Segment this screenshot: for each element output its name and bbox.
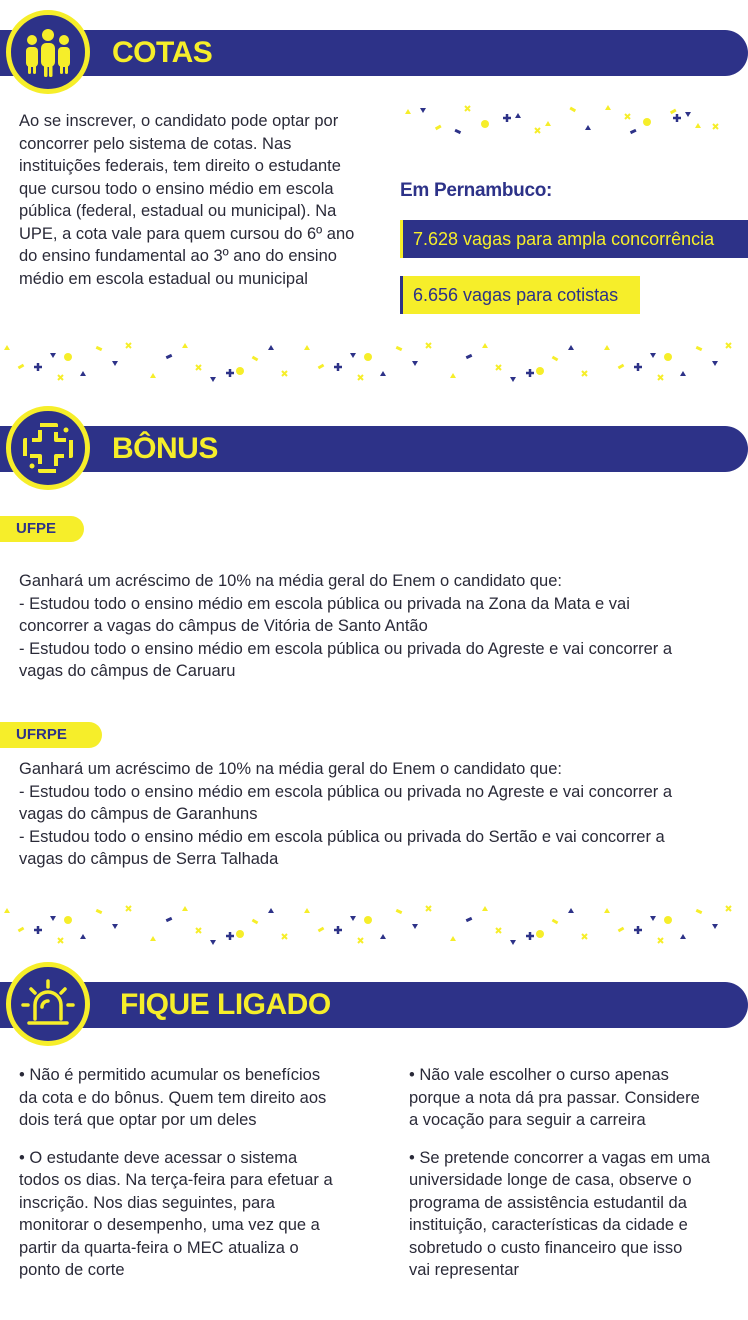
text-line: que cursou todo o ensino médio em escola [19,179,334,198]
text-line: vagas do câmpus de Caruaru [19,662,236,680]
people-group-icon [11,15,85,89]
cotas-badge [6,10,90,94]
text-line: partir da quarta-feira o MEC atualiza o [19,1238,299,1257]
text-line: dois terá que optar por um deles [19,1111,257,1129]
fique-left-column [19,1064,389,1282]
ufpe-text [19,570,739,683]
tip-paragraph [19,1064,389,1132]
text-line: • Não vale escolher o curso apenas [409,1066,669,1084]
text-line: vagas do câmpus de Garanhuns [19,805,258,823]
text-line: UPE, a cota vale para quem cursou do 6º ano [19,224,355,243]
text-line: pública (federal, estadual ou municipal). Na [19,202,337,220]
text-line: todos os dias. Na terça-feira para efetuar a [19,1171,333,1189]
text-line: da cota e do bônus. Quem tem direito aos [19,1088,327,1107]
text-line: universidade longe de casa, observe o [409,1171,692,1189]
cotas-title: COTAS [112,36,213,69]
text-line: instituição, características da cidade e [409,1216,688,1234]
text-line: - Estudou todo o ensino médio em escola pública ou privada do Agreste e vai concorrer a [19,639,673,658]
cotas-text [19,110,389,290]
bonus-badge [6,406,90,490]
text-line: monitorar o desempenho, uma vez que a [19,1216,320,1234]
text-line: vai representar [409,1261,520,1279]
tip-paragraph [409,1147,744,1282]
text-line: sobretudo o custo financeiro que isso [409,1238,683,1257]
alarm-siren-icon [11,967,85,1041]
text-line: programa de assistência estudantil da [409,1193,687,1212]
text-line: • Não é permitido acumular os benefícios [19,1066,321,1084]
text-line: concorrer pelo sistema de cotas. Nas [19,134,292,153]
text-line: Ao se inscrever, o candidato pode optar por [19,112,339,130]
text-line: concorrer a vagas do câmpus de Vitória de Santo Antão [19,617,428,635]
tip-paragraph [409,1064,744,1132]
ufpe-tag: UFPE [0,516,84,542]
text-line: Ganhará um acréscimo de 10% na média geral do Enem o candidato que: [19,572,562,590]
text-line: a vocação para seguir a carreira [409,1111,646,1129]
pernambuco-title: Em Pernambuco: [400,180,553,201]
text-line: instituições federais, tem direito o estudante [19,157,341,175]
fique-badge [6,962,90,1046]
text-line: ponto de corte [19,1261,125,1279]
text-line: porque a nota dá pra passar. Considere [409,1088,700,1107]
fique-right-column [409,1064,744,1282]
text-line: inscrição. Nos dias seguintes, para [19,1193,275,1212]
text-line: • O estudante deve acessar o sistema [19,1148,298,1167]
text-line: • Se pretende concorrer a vagas em uma [409,1148,711,1167]
fique-title: FIQUE LIGADO [120,988,331,1021]
fique-banner [0,982,748,1028]
text-line: médio em escola estadual ou municipal [19,269,308,288]
confetti-divider-small [395,100,725,140]
confetti-divider [0,898,748,958]
ufrpe-tag: UFRPE [0,722,102,748]
plus-cross-icon [11,411,85,485]
tip-paragraph [19,1147,389,1282]
bonus-title: BÔNUS [112,432,218,465]
text-line: - Estudou todo o ensino médio em escola pública ou privada no Agreste e vai concorrer a [19,782,673,801]
text-line: vagas do câmpus de Serra Talhada [19,850,279,868]
stat-ampla-concorrencia: 7.628 vagas para ampla concorrência [400,220,748,258]
text-line: do ensino fundamental ao 3º ano do ensino [19,247,337,265]
confetti-divider [0,335,748,395]
text-line: - Estudou todo o ensino médio em escola pública ou privada na Zona da Mata e vai [19,594,630,613]
ufrpe-text [19,758,739,871]
stat-cotistas: 6.656 vagas para cotistas [400,276,640,314]
text-line: - Estudou todo o ensino médio em escola pública ou privada do Sertão e vai concorrer a [19,827,665,846]
text-line: Ganhará um acréscimo de 10% na média geral do Enem o candidato que: [19,760,562,778]
